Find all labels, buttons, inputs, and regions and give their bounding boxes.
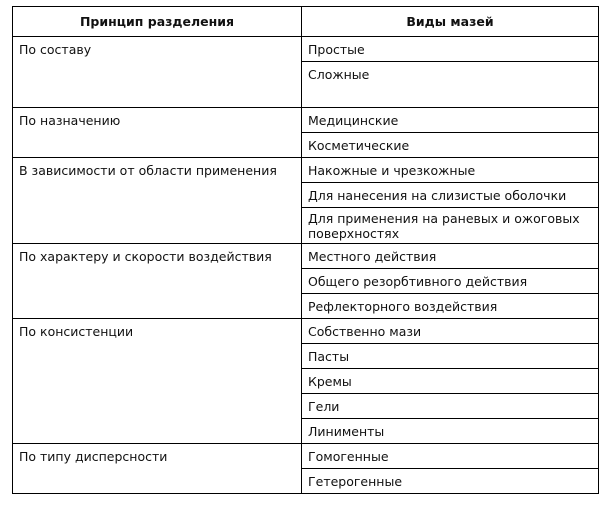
type-cell: Общего резорбтивного действия (302, 269, 599, 294)
principle-cell: По характеру и скорости воздействия (13, 244, 302, 319)
principle-cell: В зависимости от области применения (13, 158, 302, 244)
table-row (13, 244, 599, 269)
ointment-classification-table (12, 6, 599, 494)
type-cell: Кремы (302, 369, 599, 394)
type-cell: Сложные (302, 62, 599, 108)
table-row (13, 319, 599, 344)
principle-cell: По типу дисперсности (13, 444, 302, 494)
type-cell: Для нанесения на слизистые оболочки (302, 183, 599, 208)
type-cell: Гомогенные (302, 444, 599, 469)
type-cell: Линименты (302, 419, 599, 444)
table-row (13, 444, 599, 469)
header-types: Виды мазей (302, 7, 599, 37)
table-row (13, 158, 599, 183)
principle-cell: По консистенции (13, 319, 302, 444)
type-cell: Для применения на раневых и ожоговых поверхностях (302, 208, 599, 244)
principle-cell: По назначению (13, 108, 302, 158)
type-cell: Косметические (302, 133, 599, 158)
table-row (13, 108, 599, 133)
type-cell: Гетерогенные (302, 469, 599, 494)
type-cell: Гели (302, 394, 599, 419)
type-cell: Собственно мази (302, 319, 599, 344)
type-cell: Местного действия (302, 244, 599, 269)
table-row (13, 37, 599, 62)
principle-cell: По составу (13, 37, 302, 108)
type-cell: Накожные и чрезкожные (302, 158, 599, 183)
type-cell: Медицинские (302, 108, 599, 133)
type-cell: Простые (302, 37, 599, 62)
type-cell: Рефлекторного воздействия (302, 294, 599, 319)
header-row (13, 7, 599, 37)
type-cell: Пасты (302, 344, 599, 369)
header-principle: Принцип разделения (13, 7, 302, 37)
